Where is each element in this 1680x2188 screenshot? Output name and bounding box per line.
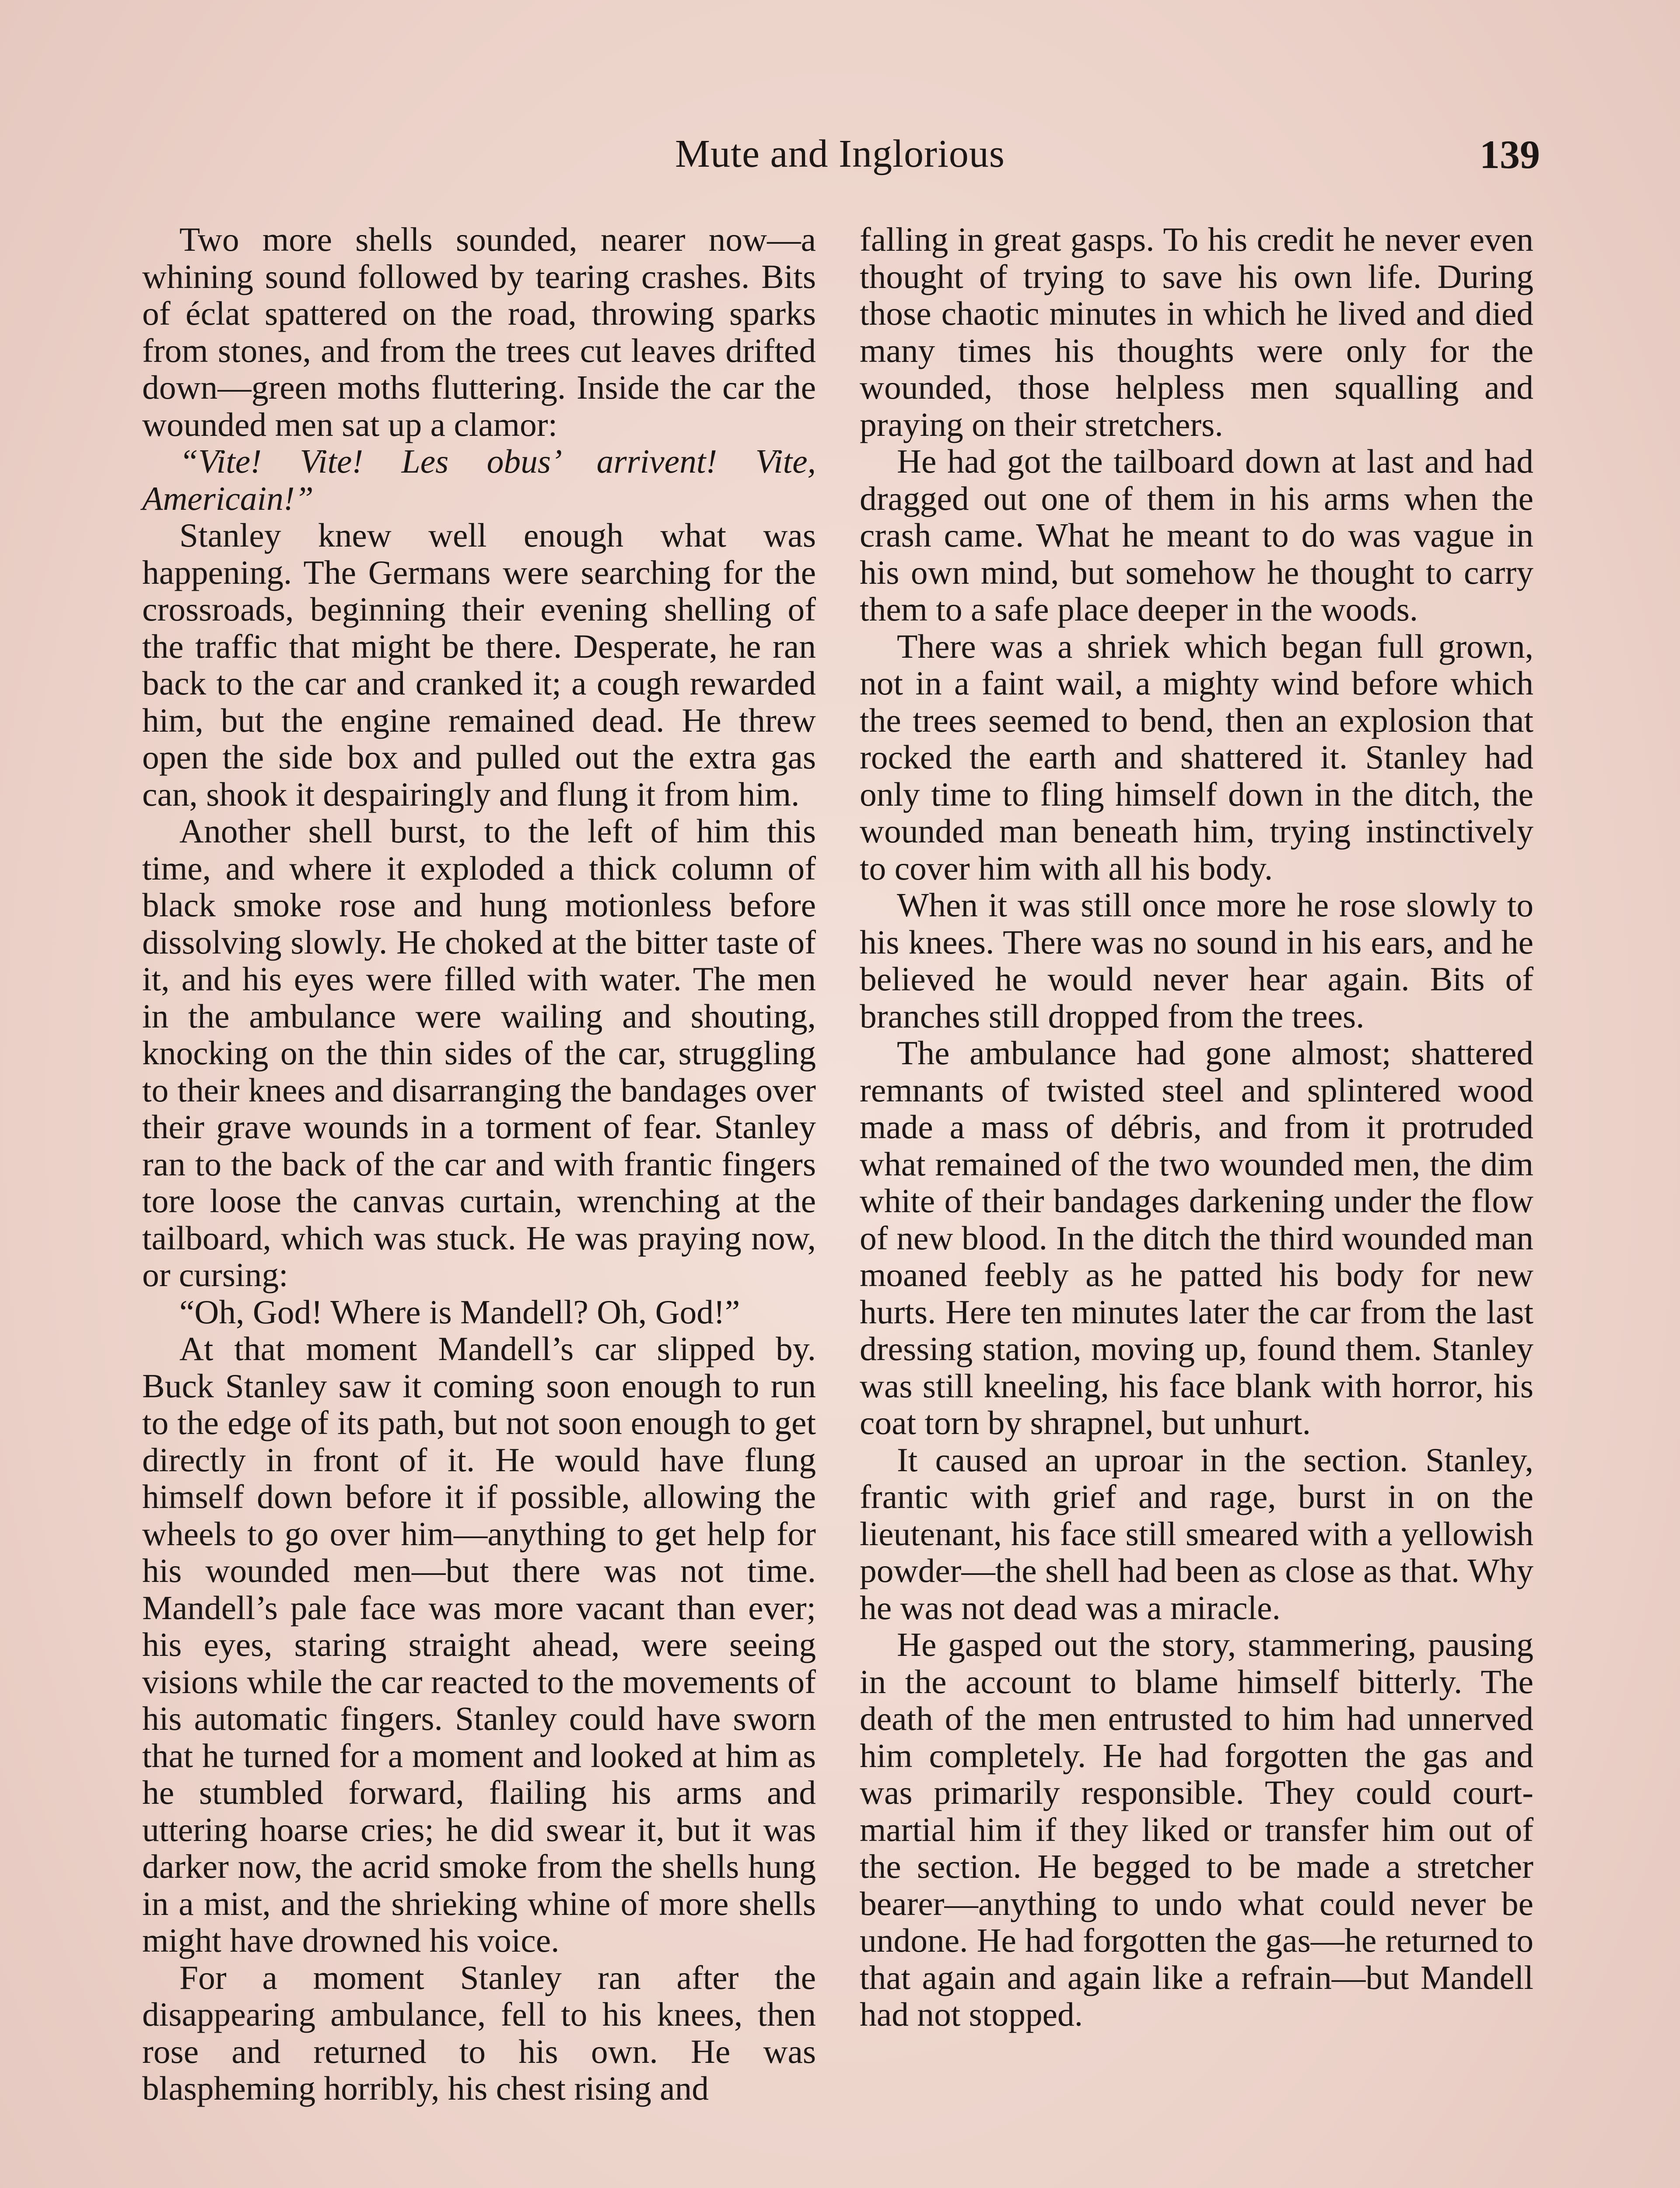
paragraph: Two more shells sounded, nearer now—a whining sound followed by tearing crashes. Bits of éclat spattered on the road, throwing sparks from stones, and from the trees cut leaves drifted down—green moths fluttering. Inside the car the wounded men sat up a clamor:: [142, 221, 816, 443]
paragraph: At that moment Mandell’s car slipped by. Buck Stanley saw it coming soon enough to run to the edge of its path, but not soon enough to get directly in front of it. He would have flung himself down before it if possible, allowing the wheels to go over him—anything to get help for his wounded men—but there was not time. Mandell’s pale face was more vacant than ever; his eyes, staring straight ahead, were seeing visions while the car reacted to the movements of his automatic fingers. Stanley could have sworn that he turned for a moment and looked at him as he stumbled forward, flailing his arms and uttering hoarse cries; he did swear it, but it was darker now, the acrid smoke from the shells hung in a mist, and the shrieking whine of more shells might have drowned his voice.: [142, 1330, 816, 1959]
paragraph: It caused an uproar in the section. Stanley, frantic with grief and rage, burst in on the lieutenant, his face still smeared with a yellowish powder—the shell had been as close as that. Why he was not dead was a miracle.: [860, 1441, 1533, 1627]
left-column: [142, 221, 816, 2188]
paragraph: He had got the tailboard down at last and had dragged out one of them in his arms when the crash came. What he meant to do was vague in his own mind, but somehow he thought to carry them to a safe place deeper in the woods.: [860, 442, 1533, 628]
paragraph-french-quote: “Vite! Vite! Les obus’ arrivent! Vite, Americain!”: [142, 442, 816, 517]
paragraph: “Oh, God! Where is Mandell? Oh, God!”: [179, 1293, 740, 1331]
paragraph: When it was still once more he rose slowly to his knees. There was no sound in his ears, and he believed he would never hear again. Bits of branches still dropped from the trees.: [860, 886, 1533, 1035]
paragraph: The ambulance had gone almost; shattered remnants of twisted steel and splintered wood made a mass of débris, and from it protruded what remained of the two wounded men, the dim white of their bandages darkening under the flow of new blood. In the ditch the third wounded man moaned feebly as he patted his body for new hurts. Here ten minutes later the car from the last dressing station, moving up, found them. Stanley was still kneeling, his face blank with horror, his coat torn by shrapnel, but unhurt.: [860, 1034, 1533, 1441]
paragraph: He gasped out the story, stammering, pausing in the account to blame himself bitterly. The death of the men entrusted to him had unnerved him completely. He had forgotten the gas and was primarily responsible. They could court-martial him if they liked or transfer him out of the section. He begged to be made a stretcher bearer—anything to undo what could never be undone. He had forgotten the gas—he returned to that again and again like a refrain—but Mandell had not stopped.: [860, 1626, 1533, 2033]
paragraph: Stanley knew well enough what was happening. The Germans were searching for the crossroads, beginning their evening shelling of the traffic that might be there. Desperate, he ran back to the car and cranked it; a cough rewarded him, but the engine remained dead. He threw open the side box and pulled out the extra gas can, shook it despairingly and flung it from him.: [142, 516, 816, 813]
paragraph: Another shell burst, to the left of him this time, and where it exploded a thick column of black smoke rose and hung motionless before dissolving slowly. He choked at the bitter taste of it, and his eyes were filled with water. The men in the ambulance were wailing and shouting, knocking on the thin sides of the car, struggling to their knees and disarranging the bandages over their grave wounds in a torment of fear. Stanley ran to the back of the car and with frantic fingers tore loose the canvas curtain, wrenching at the tailboard, which was stuck. He was praying now, or cursing:: [142, 812, 816, 1294]
page-number: 139: [1480, 132, 1540, 177]
paragraph-continued: falling in great gasps. To his credit he never even thought of trying to save his own life. During those chaotic minutes in which he lived and died many times his thoughts were only for the wounded, those helpless men squalling and praying on their stretchers.: [860, 221, 1533, 443]
paragraph: For a moment Stanley ran after the disappearing ambulance, fell to his knees, then rose and returned to his own. He was blaspheming horribly, his chest rising and: [142, 1958, 816, 2107]
running-title: Mute and Inglorious: [675, 132, 1005, 175]
right-column: [860, 221, 1533, 2188]
paragraph: There was a shriek which began full grown, not in a faint wail, a mighty wind before which the trees seemed to bend, then an explosion that rocked the earth and shattered it. Stanley had only time to fling himself down in the ditch, the wounded man beneath him, trying instinctively to cover him with all his body.: [860, 627, 1533, 887]
